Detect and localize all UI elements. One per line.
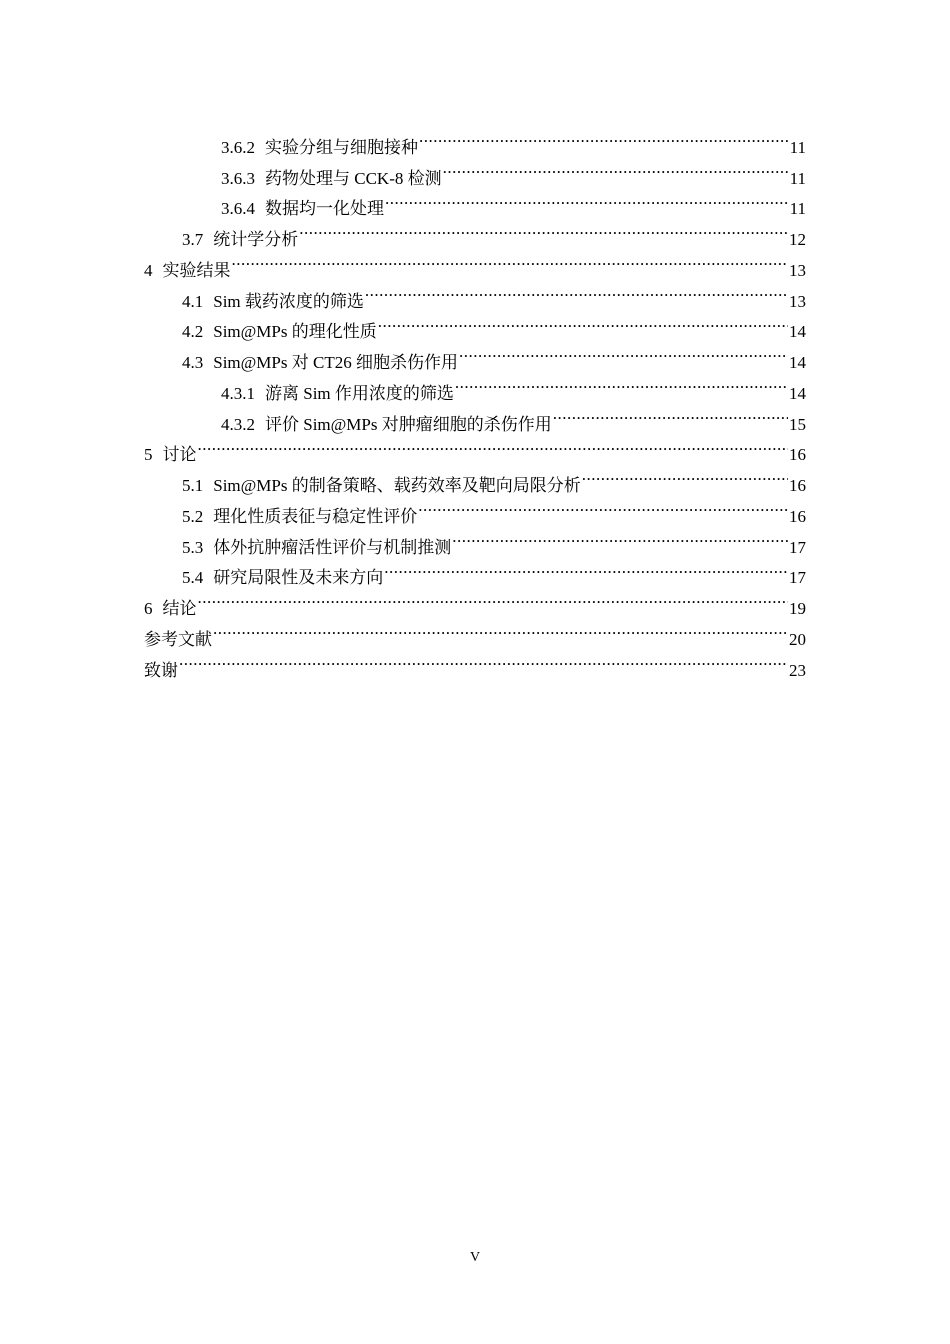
dot-leader <box>385 184 789 215</box>
toc-entry-page: 19 <box>789 599 806 618</box>
toc-entry-title: 药物处理与 CCK-8 检测 <box>265 168 442 188</box>
toc-entry-page: 16 <box>789 506 806 526</box>
dot-leader <box>198 583 789 614</box>
toc-entry-title: 数据均一化处理 <box>265 199 384 219</box>
dot-leader <box>553 399 788 430</box>
toc-entry-page: 15 <box>789 414 806 434</box>
toc-entry[interactable] <box>144 583 806 618</box>
toc-entry[interactable] <box>144 245 806 280</box>
dot-leader <box>384 553 788 584</box>
toc-entry-number: 3.6.4 <box>221 199 255 219</box>
dot-leader <box>232 245 789 276</box>
toc-entry-number: 5 <box>144 445 153 465</box>
dot-leader <box>299 214 788 245</box>
toc-entry-title: 统计学分析 <box>213 230 299 249</box>
dot-leader <box>418 491 788 522</box>
toc-entry-number: 3.6.3 <box>221 168 255 188</box>
toc-entry[interactable] <box>144 430 806 465</box>
toc-entry-page: 23 <box>789 660 806 680</box>
dot-leader <box>179 645 788 676</box>
toc-entry-number: 4.1 <box>182 291 204 311</box>
toc-entry-title: Sim@MPs 对 CT26 细胞杀伤作用 <box>213 353 458 372</box>
dot-leader <box>459 337 788 368</box>
toc-entry-title: 体外抗肿瘤活性评价与机制推测 <box>213 537 452 557</box>
toc-entry-page: 20 <box>789 629 806 649</box>
toc-entry-number: 5.1 <box>182 476 204 495</box>
toc-entry-title: 致谢 <box>144 660 178 680</box>
dot-leader <box>443 153 789 184</box>
toc-entry-page: 13 <box>789 291 806 311</box>
toc-entry-title: 实验结果 <box>162 260 231 280</box>
toc-entry-number: 4.3.2 <box>221 414 255 434</box>
dot-leader <box>378 307 788 338</box>
toc-entry-number: 3.7 <box>182 230 204 249</box>
toc-entry-number: 5.2 <box>182 506 204 526</box>
toc-entry-title: Sim@MPs 的制备策略、载药效率及靶向局限分析 <box>213 476 581 495</box>
dot-leader <box>198 430 789 461</box>
toc-entry-title: 研究局限性及未来方向 <box>213 568 384 588</box>
toc-entry-page: 17 <box>789 568 806 588</box>
toc-entry-number: 3.6.2 <box>221 137 255 157</box>
dot-leader <box>455 368 788 399</box>
toc-entry-title: Sim 载药浓度的筛选 <box>213 291 364 311</box>
toc-entry-page: 11 <box>789 137 806 157</box>
toc-entry-page: 11 <box>789 199 806 219</box>
toc-entry-title: 讨论 <box>162 445 197 465</box>
toc-entry-page: 12 <box>789 230 806 249</box>
toc-entry[interactable] <box>144 645 806 680</box>
toc-entry-page: 16 <box>789 476 806 495</box>
toc-entry-title: 评价 Sim@MPs 对肿瘤细胞的杀伤作用 <box>265 414 552 434</box>
toc-entry[interactable] <box>144 276 806 311</box>
toc-entry-page: 16 <box>789 445 806 465</box>
toc-entry-title: Sim@MPs 的理化性质 <box>213 322 377 342</box>
toc-entry-title: 理化性质表征与稳定性评价 <box>213 506 418 526</box>
page-number: V <box>469 1250 481 1265</box>
toc-entry-number: 6 <box>144 599 153 618</box>
toc-entry-title: 结论 <box>162 599 197 618</box>
table-of-contents <box>144 122 806 680</box>
toc-entry-number: 4.3 <box>182 353 204 372</box>
toc-entry-number: 5.3 <box>182 537 204 557</box>
toc-entry-number: 4.3.1 <box>221 383 255 403</box>
dot-leader <box>365 276 788 307</box>
toc-entry-page: 14 <box>789 353 806 372</box>
toc-entry-page: 11 <box>789 168 806 188</box>
toc-entry-number: 4 <box>144 260 153 280</box>
toc-entry[interactable] <box>144 614 806 649</box>
toc-entry-page: 14 <box>789 322 806 342</box>
toc-entry-number: 4.2 <box>182 322 204 342</box>
toc-entry-page: 17 <box>789 537 806 557</box>
toc-entry-number: 5.4 <box>182 568 204 588</box>
dot-leader <box>582 460 788 491</box>
dot-leader <box>213 614 788 645</box>
toc-entry[interactable] <box>144 460 806 495</box>
toc-entry-page: 14 <box>789 383 806 403</box>
toc-entry[interactable] <box>144 122 806 157</box>
dot-leader <box>419 122 789 153</box>
dot-leader <box>452 522 788 553</box>
toc-entry-title: 游离 Sim 作用浓度的筛选 <box>265 383 454 403</box>
toc-entry-title: 参考文献 <box>144 629 212 649</box>
toc-entry-title: 实验分组与细胞接种 <box>265 137 418 157</box>
toc-entry-page: 13 <box>789 260 806 280</box>
